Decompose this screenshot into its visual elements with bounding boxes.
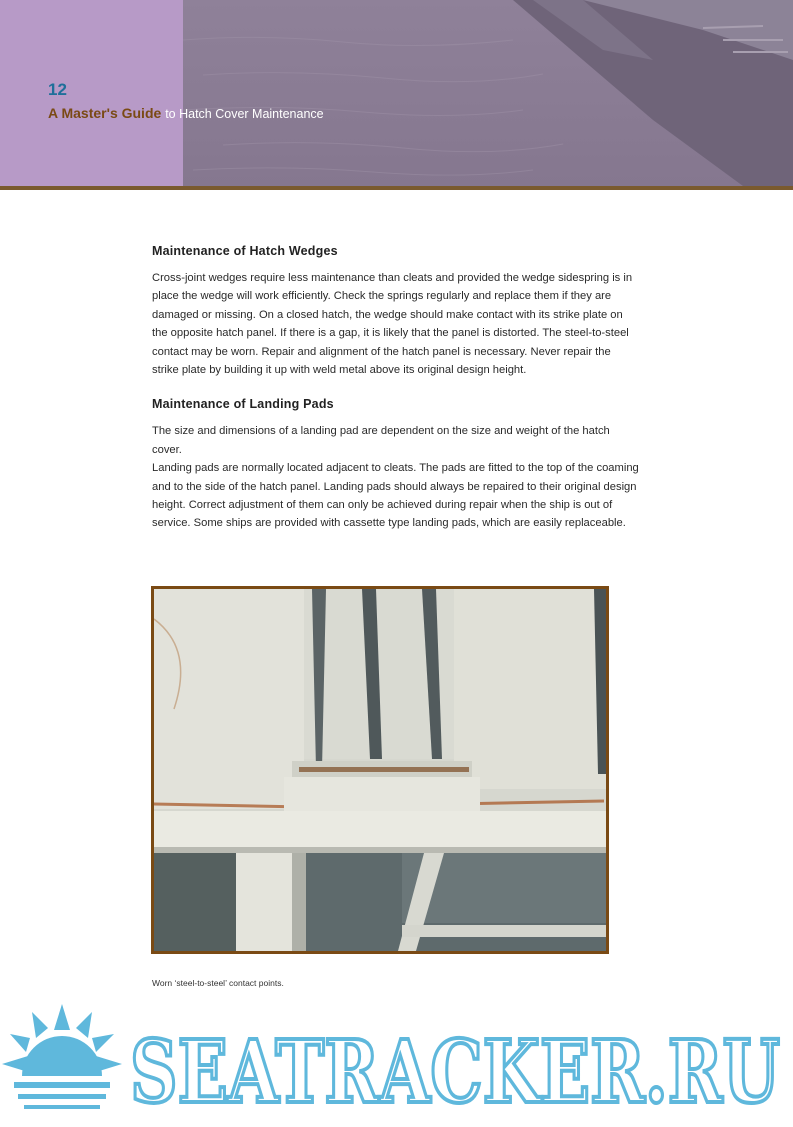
section-body-hatch-wedges [152, 269, 642, 379]
body-line: Cross-joint wedges require less maintenance than cleats and provided the wedge sidespring is in [152, 272, 633, 284]
sun-logo-icon [2, 1004, 122, 1109]
body-line: service. Some ships are provided with cassette type landing pads, which are easily replaceable. [152, 517, 626, 530]
hatch-cover-photo-illustration [154, 589, 606, 951]
body-line: The size and dimensions of a landing pad are dependent on the size and weight of the hatch cover. [152, 425, 610, 456]
body-line: place the wedge will work efficiently. Check the springs regularly and replace them if they are [152, 290, 612, 303]
header-rule [0, 186, 793, 190]
guide-title-rest: to Hatch Cover Maintenance [165, 107, 324, 121]
section-body-landing-pads [152, 422, 642, 532]
body-line: strike plate by building it up with weld metal above its original design height. [152, 364, 527, 377]
page-header [0, 0, 793, 186]
header-color-block [0, 0, 183, 186]
figure-caption: Worn ‘steel-to-steel’ contact points. [152, 978, 284, 988]
watermark [0, 1002, 793, 1122]
page-number: 12 [48, 80, 67, 99]
header-ship-photo [183, 0, 793, 186]
body-line: the opposite hatch panel. If there is a gap, it is likely that the panel is distorted. The steel-to-steel [152, 327, 629, 340]
body-line: and to the side of the hatch panel. Landing pads should always be repaired to their original design [152, 480, 637, 493]
body-line: Landing pads are normally located adjacent to cleats. The pads are fitted to the top of the coaming [152, 462, 639, 475]
watermark-logo [0, 1002, 793, 1122]
watermark-text: SEATRACKER.RU [130, 1022, 780, 1122]
body-line: height. Correct adjustment of them can only be achieved during repair when the ship is out of [152, 499, 613, 512]
section-heading-landing-pads: Maintenance of Landing Pads [152, 397, 334, 412]
main-content [152, 244, 642, 551]
guide-title [48, 105, 324, 121]
body-line: contact may be worn. Repair and alignment of the hatch panel is necessary. Never repair the [152, 345, 611, 358]
body-line: damaged or missing. On a closed hatch, the wedge should make contact with its strike plate on [152, 308, 623, 321]
section-heading-hatch-wedges: Maintenance of Hatch Wedges [152, 244, 338, 258]
guide-title-bold: A Master's Guide [48, 105, 162, 121]
ship-hull-illustration [183, 0, 793, 186]
figure-photo [151, 586, 609, 954]
